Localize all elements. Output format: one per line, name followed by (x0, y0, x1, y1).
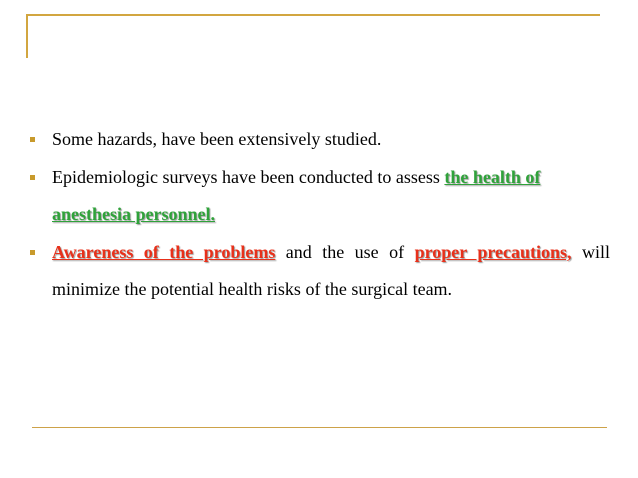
highlight-awareness-problems: Awareness of the problems (52, 241, 276, 262)
bullet-item-hazards (30, 121, 610, 159)
slide-frame-left-line (26, 14, 28, 58)
bullet-item-surveys (30, 159, 610, 234)
highlight-proper-precautions: proper precautions, (414, 241, 572, 262)
square-bullet-icon (30, 250, 35, 255)
square-bullet-icon (30, 137, 35, 142)
bullet-item-awareness (30, 234, 610, 309)
bullet-text-part: and the use of (275, 241, 415, 262)
bullet-text: Some hazards, have been extensively studied. (52, 129, 382, 149)
square-bullet-icon (30, 175, 35, 180)
highlight-health-personnel: the health of anesthesia personnel. (52, 166, 541, 224)
slide-bottom-rule (32, 427, 607, 428)
slide-body (30, 121, 610, 309)
slide-frame-top-line (26, 14, 600, 16)
bullet-text-part: will minimize the potential health risks of the surgical team. (52, 241, 610, 299)
bullet-text: Epidemiologic surveys have been conducted to assess (52, 166, 445, 187)
